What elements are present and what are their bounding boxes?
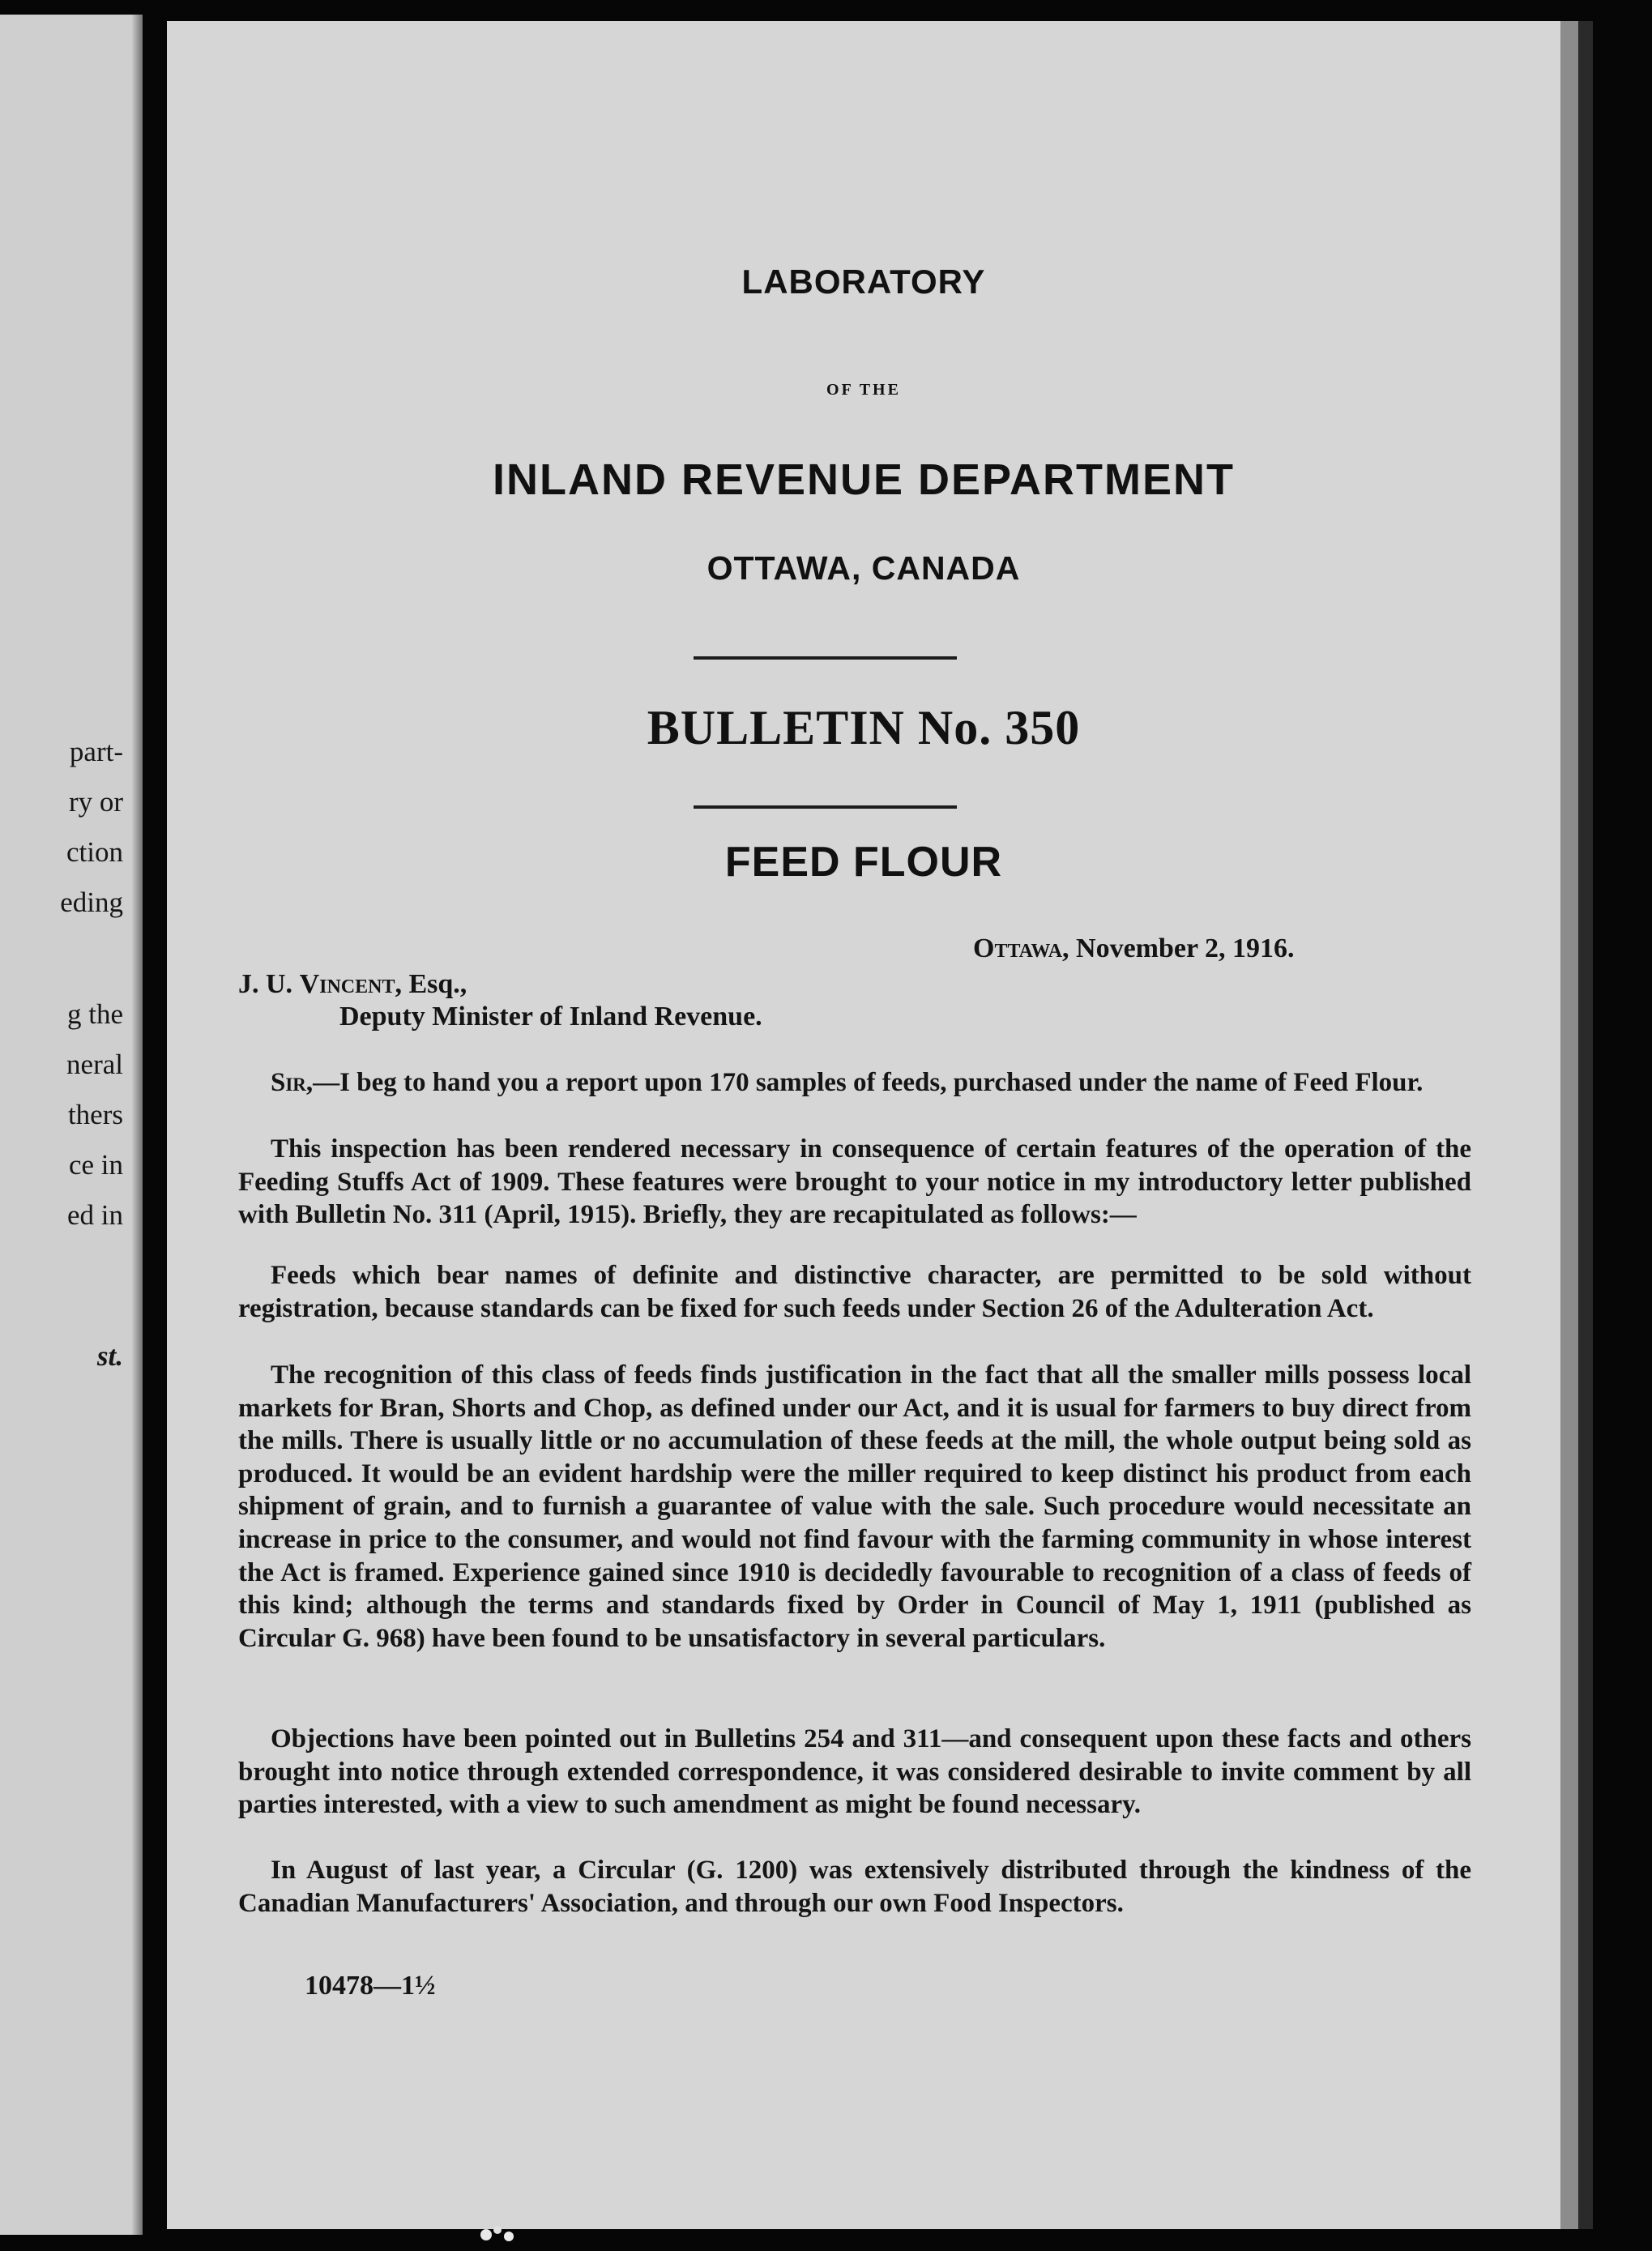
addressee-surname: Vincent [299, 969, 395, 999]
letter-paragraph [238, 1359, 1471, 1655]
bulletin-page [167, 21, 1560, 2229]
salutation: Sir [271, 1068, 306, 1097]
letter-paragraph [238, 1723, 1471, 1822]
dateline-place: Ottawa [973, 933, 1063, 963]
paragraph-text: Feeds which bear names of definite and distinctive character, are permitted to be sold without registration, because standards can be fixed for such feeds under Section 26 of the Adulteration Act. [238, 1261, 1471, 1323]
paragraph-text: ,—I beg to hand you a report upon 170 samples of feeds, purchased under the name of Feed Flour. [305, 1068, 1424, 1097]
bulletin-number: BULLETIN No. 350 [647, 701, 1081, 754]
left-page-fragment: thers [67, 1099, 123, 1130]
letter-paragraph [238, 1854, 1471, 1920]
divider-rule [694, 805, 957, 809]
scan-specks [478, 2219, 527, 2251]
left-page-fragment: ction [66, 836, 123, 868]
page-edge-shadow [1578, 21, 1593, 2229]
left-page-fragment: part- [69, 736, 123, 767]
page-edge [1560, 21, 1578, 2229]
paragraph-text: This inspection has been rendered necessary in consequence of certain features of the operation of the Feeding Stuffs Act of 1909. These features were brought to your notice in my introductory letter published with Bulletin No. 311 (April, 1915). Briefly, they are recapitulated as follows:— [238, 1134, 1471, 1230]
left-page-fragment: neral [66, 1049, 123, 1080]
addressee-suffix: , Esq., [395, 969, 467, 999]
left-page-fragment: ce in [68, 1149, 123, 1181]
print-code: 10478—1½ [305, 1971, 436, 2001]
dateline [973, 933, 1294, 964]
divider-rule [694, 656, 957, 660]
left-page-fragment: g the [66, 998, 123, 1030]
addressee-title: Deputy Minister of Inland Revenue. [339, 1002, 762, 1032]
previous-page-sliver [0, 15, 143, 2235]
paragraph-text: The recognition of this class of feeds finds justification in the fact that all the smaller mills possess local markets for Bran, Shorts and Chop, as defined under our Act, and it is usual for farmers to buy direct from the mills. There is usually little or no accumulation of these feeds at the mill, the whole output being sold as produced. It would be an evident hardship were the miller required to keep distinct his product from each shipment of grain, and to furnish a guarantee of value with the sale. Such procedure would necessitate an increase in price to the consumer, and would not find favour with the farming community in whose interest the Act is framed. Experience gained since 1910 is decidedly favourable to recognition of a class of feeds of this kind; although the terms and standards fixed by Order in Council of May 1, 1911 (published as Circular G. 968) have been found to be unsatisfactory in several particulars. [238, 1360, 1471, 1653]
dateline-date: , November 2, 1916. [1062, 933, 1295, 963]
department-heading: INLAND REVENUE DEPARTMENT [492, 455, 1236, 504]
letter-paragraph [238, 1066, 1471, 1100]
left-page-fragment: st. [96, 1340, 123, 1372]
paragraph-text: Objections have been pointed out in Bulletins 254 and 311—and consequent upon these facts and others brought into notice through extended correspondence, it was considered desirable to invite comment by all parties interested, with a view to such amendment as might be found necessary. [238, 1724, 1471, 1820]
location-heading: OTTAWA, CANADA [706, 549, 1021, 587]
subject-heading: FEED FLOUR [724, 839, 1003, 886]
paragraph-text: In August of last year, a Circular (G. 1200) was extensively distributed through the kindness of the Canadian Manufacturers' Association, and through our own Food Inspectors. [238, 1856, 1471, 1918]
of-the-heading: OF THE [826, 381, 901, 399]
laboratory-heading: LABORATORY [741, 263, 986, 301]
gutter-shadow [131, 15, 143, 2235]
letter-paragraph [238, 1133, 1471, 1232]
left-page-fragment: ed in [66, 1199, 123, 1231]
addressee-initials: J. U. [238, 969, 300, 999]
left-page-fragment: eding [60, 886, 123, 918]
left-page-fragment: ry or [68, 786, 123, 818]
addressee [238, 969, 467, 1000]
letter-paragraph [238, 1259, 1471, 1325]
